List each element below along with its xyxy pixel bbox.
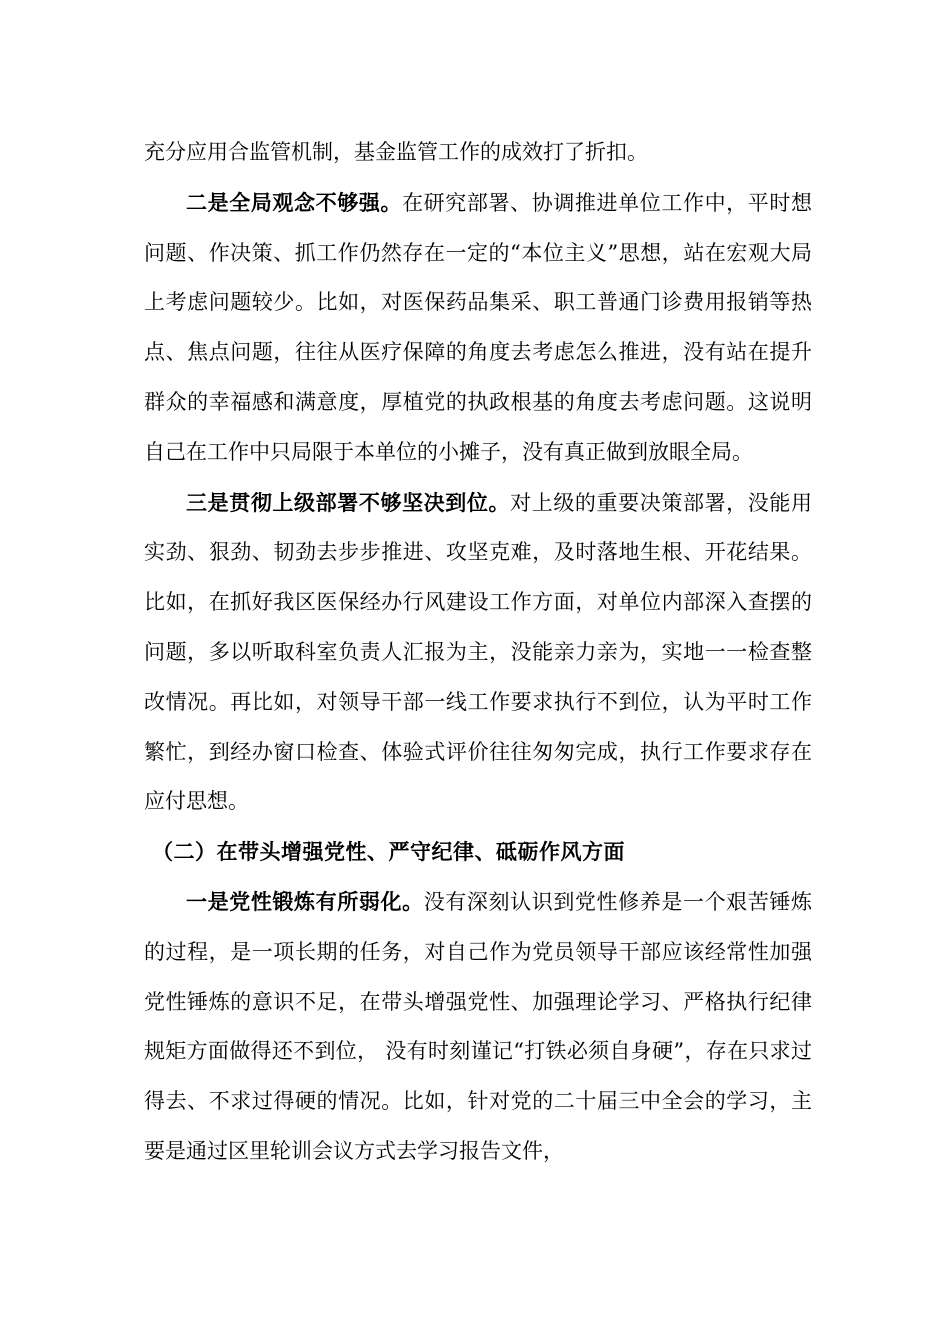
paragraph-party-spirit <box>144 877 812 1177</box>
paragraph-text: 在研究部署、协调推进单位工作中，平时想问题、作决策、抓工作仍然存在一定的“本位主义”思想，站在宏观大局上考虑问题较少。比如，对医保药品集采、职工普通门诊费用报销等热点、焦点问题，往往从医疗保障的角度去考虑怎么推进，没有站在提升群众的幸福感和满意度，厚植党的执政根基的角度去考虑问题。这说明自己在工作中只局限于本单位的小摊子，没有真正做到放眼全局。 <box>144 190 813 464</box>
paragraph-global-view <box>144 178 812 478</box>
paragraph-text: 对上级的重要决策部署，没能用实劲、狠劲、韧劲去步步推进、攻坚克难，及时落地生根、开花结果。比如，在抓好我区医保经办行风建设工作方面，对单位内部深入查摆的问题，多以听取科室负责人汇报为主，没能亲力亲为，实地一一检查整改情况。再比如，对领导干部一线工作要求执行不到位，认为平时工作繁忙，到经办窗口检查、体验式评价往往匆匆完成，执行工作要求存在应付思想。 <box>144 490 813 814</box>
paragraph-continuation <box>144 128 812 178</box>
section-heading: （二）在带头增强党性、严守纪律、砥砺作风方面 <box>152 839 625 865</box>
paragraph-lead: 一是党性锻炼有所弱化。 <box>186 888 424 914</box>
paragraph-text: 充分应用合监管机制，基金监管工作的成效打了折扣。 <box>144 140 648 164</box>
paragraph-text: 没有深刻认识到党性修养是一个艰苦锤炼的过程，是一项长期的任务，对自己作为党员领导干部应该经常性加强党性锤炼的意识不足，在带头增强党性、加强理论学习、严格执行纪律规矩方面做得还不到位， 没有时刻谨记“打铁必须自身硬”，存在只求过得去、不求过得硬的情况。比如，针对党的二十届三中全会的学习，主要是通过区里轮训会议方式去学习报告文件， <box>144 889 813 1163</box>
document-page <box>144 128 812 1177</box>
paragraph-lead: 三是贯彻上级部署不够坚决到位。 <box>186 489 511 515</box>
paragraph-lead: 二是全局观念不够强。 <box>186 189 403 215</box>
paragraph-implementation <box>144 478 812 828</box>
